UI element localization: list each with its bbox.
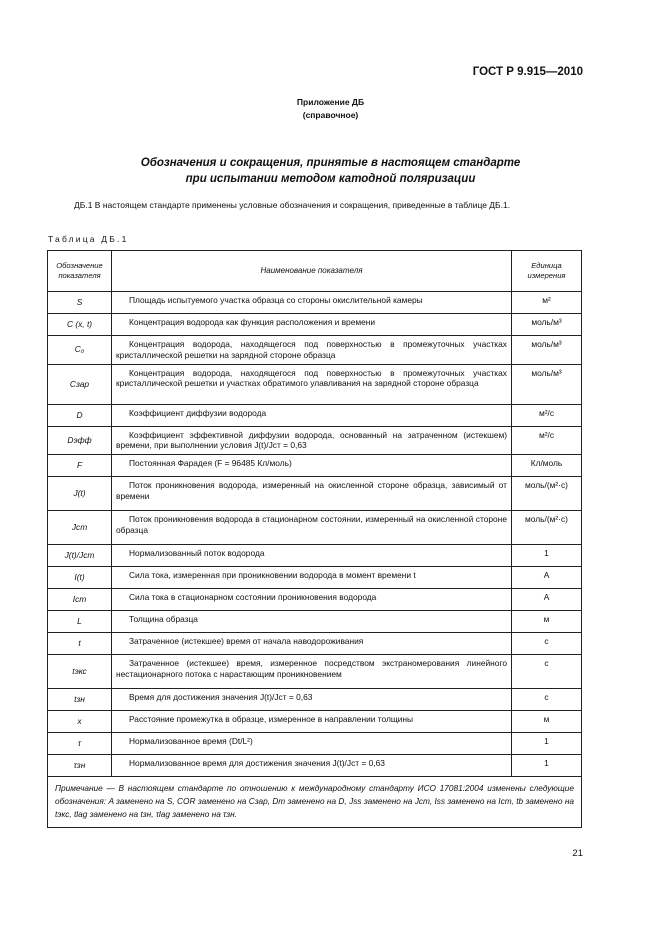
row-unit: моль/м³ [512,336,582,365]
page-number: 21 [572,848,583,859]
header-name: Наименование показателя [112,251,512,292]
row-description [112,655,512,689]
row-description [112,755,512,777]
row-unit: с [512,633,582,655]
row-symbol: tзн [48,689,112,711]
row-unit: м² [512,292,582,314]
table-row [48,611,582,633]
row-unit: м²/с [512,426,582,455]
table-caption: Таблица ДБ.1 [48,234,129,244]
row-unit: моль/м³ [512,364,582,404]
row-description-text: Расстояние промежутка в образце, измеренное в направлении толщины [129,714,414,725]
row-symbol: D [48,404,112,426]
row-symbol: x [48,711,112,733]
table-row [48,589,582,611]
row-description-text: Коэффициент диффузии водорода [129,407,267,418]
row-unit: м [512,711,582,733]
table-row [48,336,582,365]
row-description [112,336,512,365]
table-row [48,689,582,711]
row-description-text: Поток проникновения водорода, измеренный на окисленной стороне образца, зависимый от времени [116,480,507,501]
row-unit: А [512,589,582,611]
row-description [112,314,512,336]
table-row [48,511,582,545]
row-description-text: Концентрация водорода как функция расположения и времени [129,317,376,327]
table-row [48,711,582,733]
row-description-text: Толщина образца [129,614,198,625]
row-description [112,611,512,633]
table-row [48,404,582,426]
table-row [48,655,582,689]
row-description-text: Концентрация водорода, находящегося под поверхностью в промежуточных участках кристаллической решетки на зарядной стороне образца [116,339,507,360]
row-description [112,426,512,455]
designations-table [47,250,582,828]
table-row [48,477,582,511]
row-description [112,711,512,733]
row-description [112,511,512,545]
row-description-text: Нормализованное время для достижения значения J(t)/Jст = 0,63 [129,758,385,769]
row-symbol: τ [48,733,112,755]
appendix-type: (справочное) [302,110,359,120]
standard-number: ГОСТ Р 9.915—2010 [472,66,583,78]
table-row [48,455,582,477]
row-symbol: J(t)/Jст [48,545,112,567]
row-symbol: t [48,633,112,655]
row-symbol: Jст [48,511,112,545]
header-symbol: Обозначение показателя [48,251,112,292]
row-description-text: Сила тока в стационарном состоянии проникновения водорода [129,592,377,603]
row-description-text: Затраченное (истекшее) время, измеренное посредством экстраномерования линейного нестационарного потока с нарастающим проникновением [116,658,507,679]
row-description-text: Нормализованный поток водорода [129,548,265,559]
row-symbol: F [48,455,112,477]
header-unit: Единица измерения [512,251,582,292]
row-symbol: I(t) [48,567,112,589]
row-unit: 1 [512,733,582,755]
row-description-text: Постоянная Фарадея (F = 96485 Кл/моль) [129,458,292,469]
note-row [48,777,582,828]
row-description [112,455,512,477]
row-description-text: Концентрация водорода, находящегося под поверхностью в промежуточных участках кристаллической решетки и участках обратимого улавливания на зарядной стороне образца [116,367,507,389]
row-unit: моль/(м²·с) [512,477,582,511]
row-symbol: Dэфф [48,426,112,455]
row-description [112,545,512,567]
title-line-1: Обозначения и сокращения, принятые в настоящем стандарте [140,157,521,169]
row-description-text: Нормализованное время (Dt/L²) [129,736,253,747]
row-unit: с [512,689,582,711]
row-unit: моль/м³ [512,314,582,336]
row-description-text: Сила тока, измеренная при проникновении водорода в момент времени t [129,570,416,581]
table-row [48,545,582,567]
row-description [112,404,512,426]
row-unit: с [512,655,582,689]
row-symbol: τзн [48,755,112,777]
table-header-row [48,251,582,292]
row-symbol: C (x, t) [48,314,112,336]
row-unit: 1 [512,755,582,777]
row-description [112,733,512,755]
row-description [112,633,512,655]
row-unit: м [512,611,582,633]
row-unit: 1 [512,545,582,567]
row-description [112,364,512,404]
table-row [48,733,582,755]
row-symbol: Cзар [48,364,112,404]
page-title [0,155,661,187]
row-description [112,292,512,314]
row-description-text: Поток проникновения водорода в стационарном состоянии, измеренный на окисленной стороне образца [116,514,507,535]
table-row [48,755,582,777]
row-unit: м²/с [512,404,582,426]
row-description [112,567,512,589]
table-note: Примечание — В настоящем стандарте по отношению к международному стандарту ИСО 17081:2004 изменены следующие обозначения: A заменено на S, COR заменено на Cзар, Dт заменено на D, Jss заменено на Jст, Iss заменено на Iст, tb заменено на tэкс, tlag заменено на tзн, τlag заменено на τзн. [48,777,582,828]
row-symbol: tэкс [48,655,112,689]
row-description-text: Коэффициент эффективной диффузии водорода, основанный на затраченном (истекшем) времени, при выполнении условия J(t)/Jст = 0,63 [116,429,507,451]
title-line-2: при испытании методом катодной поляризации [185,173,476,185]
row-description [112,477,512,511]
appendix-title: Приложение ДБ [296,97,365,107]
row-symbol: L [48,611,112,633]
row-description-text: Затраченное (истекшее) время от начала наводороживания [129,636,364,647]
table-row [48,567,582,589]
row-symbol: Iст [48,589,112,611]
row-symbol: S [48,292,112,314]
row-unit: Кл/моль [512,455,582,477]
row-description-text: Площадь испытуемого участка образца со стороны окислительной камеры [129,295,423,305]
table-row [48,633,582,655]
row-description [112,589,512,611]
row-description [112,689,512,711]
row-unit: А [512,567,582,589]
row-symbol: C₀ [48,336,112,365]
appendix-heading [0,96,661,122]
row-symbol: J(t) [48,477,112,511]
table-row [48,426,582,455]
row-description-text: Время для достижения значения J(t)/Jст = 0,63 [129,692,313,703]
intro-paragraph: ДБ.1 В настоящем стандарте применены условные обозначения и сокращения, приведенные в таблице ДБ.1. [74,200,511,210]
table-row [48,364,582,404]
row-unit: моль/(м²·с) [512,511,582,545]
table-row [48,314,582,336]
table-row [48,292,582,314]
